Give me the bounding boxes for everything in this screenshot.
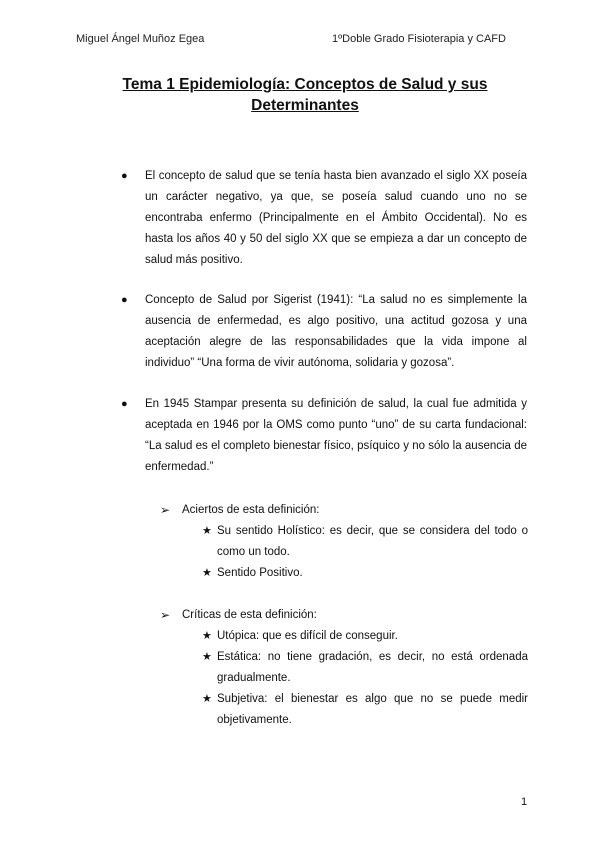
header-course: 1ºDoble Grado Fisioterapia y CAFD: [332, 33, 506, 45]
aciertos-heading-text: Aciertos de esta definición:: [182, 504, 320, 516]
star-item: [202, 689, 528, 731]
bullet-icon: ●: [121, 294, 128, 306]
bullet-text: Concepto de Salud por Sigerist (1941): “La salud no es simplemente la ausencia de enfermedad, es algo positivo, una actitud gozosa y una aceptación alegre de las responsabilidades que la vida impone al individuo” “Una forma de vivir autónoma, solidaria y gozosa”.: [145, 294, 527, 369]
page-number: 1: [521, 796, 528, 808]
star-item-text: Utópica: que es difícil de conseguir.: [217, 630, 398, 642]
star-icon: ★: [202, 630, 212, 642]
star-item-text: Subjetiva: el bienestar es algo que no se puede medir objetivamente.: [217, 693, 528, 726]
star-item: [202, 626, 528, 647]
arrow-icon: ➢: [160, 608, 171, 622]
bullet-item: [121, 290, 527, 374]
header-author: Miguel Ángel Muñoz Egea: [76, 33, 205, 45]
star-item-text: Estática: no tiene gradación, es decir, no está ordenada gradualmente.: [217, 651, 528, 684]
star-item: [202, 647, 528, 689]
bullet-text: En 1945 Stampar presenta su definición de salud, la cual fue admitida y aceptada en 1946 por la OMS como punto “uno” de su carta fundacional: “La salud es el completo bienestar físico, psíquico y no sólo la ausencia de enfermedad.”: [145, 398, 527, 473]
aciertos-heading: [160, 500, 320, 521]
page-title: Tema 1 Epidemiología: Conceptos de Salud y sus Determinantes: [122, 76, 488, 114]
criticas-heading: [160, 605, 317, 626]
star-item: [202, 521, 528, 563]
star-icon: ★: [202, 525, 212, 537]
star-item-text: Su sentido Holístico: es decir, que se considera del todo o como un todo.: [217, 525, 528, 558]
bullet-item: [121, 394, 527, 478]
star-icon: ★: [202, 693, 212, 705]
star-item-text: Sentido Positivo.: [217, 567, 303, 579]
bullet-text: El concepto de salud que se tenía hasta bien avanzado el siglo XX poseía un carácter negativo, ya que, se poseía salud cuando uno no se encontraba enfermo (Principalmente en el Ámbito Occidental). No es hasta los años 40 y 50 del siglo XX que se empieza a dar un concepto de salud más positivo.: [145, 170, 527, 266]
arrow-icon: ➢: [160, 503, 171, 517]
star-item: [202, 563, 528, 584]
bullet-icon: ●: [121, 398, 128, 410]
bullet-item: [121, 166, 527, 271]
bullet-icon: ●: [121, 170, 128, 182]
star-icon: ★: [202, 651, 212, 663]
criticas-heading-text: Críticas de esta definición:: [182, 609, 317, 621]
star-icon: ★: [202, 567, 212, 579]
